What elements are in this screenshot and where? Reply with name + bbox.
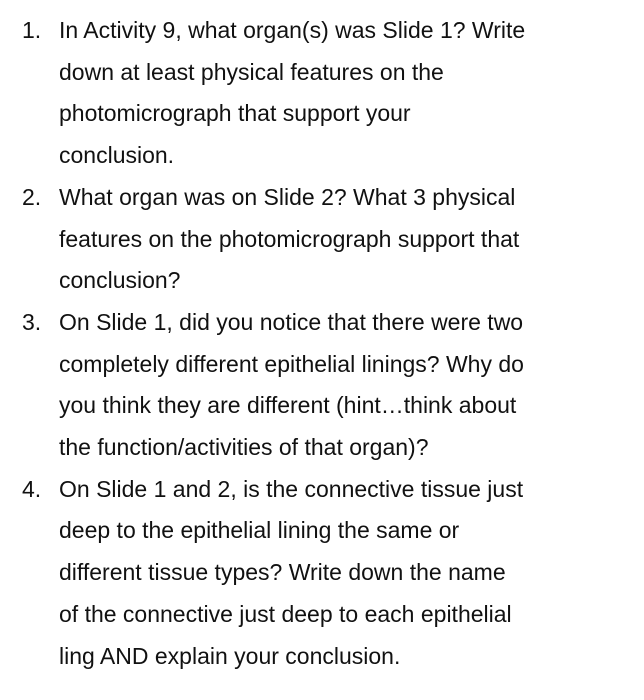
question-line: different tissue types? Write down the name (59, 559, 506, 586)
question-list (0, 10, 644, 677)
question-number: 3. (22, 308, 42, 335)
question-line: completely different epithelial linings? Why do (59, 350, 524, 377)
question-line: What organ was on Slide 2? What 3 physical (59, 183, 516, 210)
question-line: In Activity 9, what organ(s) was Slide 1? Write (59, 17, 526, 43)
question-line: the function/activities of that organ)? (59, 434, 429, 461)
question-line: photomicrograph that support your (59, 100, 411, 127)
question-line: deep to the epithelial lining the same or (59, 517, 460, 544)
question-line: of the connective just deep to each epithelial (59, 600, 512, 627)
question-line: On Slide 1, did you notice that there were two (59, 308, 524, 335)
question-4 (0, 469, 644, 678)
question-2 (0, 177, 644, 302)
question-number: 4. (22, 475, 42, 502)
question-number: 2. (22, 183, 42, 210)
question-1 (0, 10, 644, 177)
question-number: 1. (22, 17, 42, 43)
question-line: you think they are different (hint…think about (59, 392, 517, 419)
question-line: down at least physical features on the (59, 58, 444, 85)
question-line: features on the photomicrograph support that (59, 225, 520, 252)
question-line: conclusion? (59, 267, 181, 294)
question-line: On Slide 1 and 2, is the connective tissue just (59, 475, 524, 502)
question-line: ling AND explain your conclusion. (59, 642, 401, 669)
question-line: conclusion. (59, 142, 175, 169)
question-3 (0, 302, 644, 469)
